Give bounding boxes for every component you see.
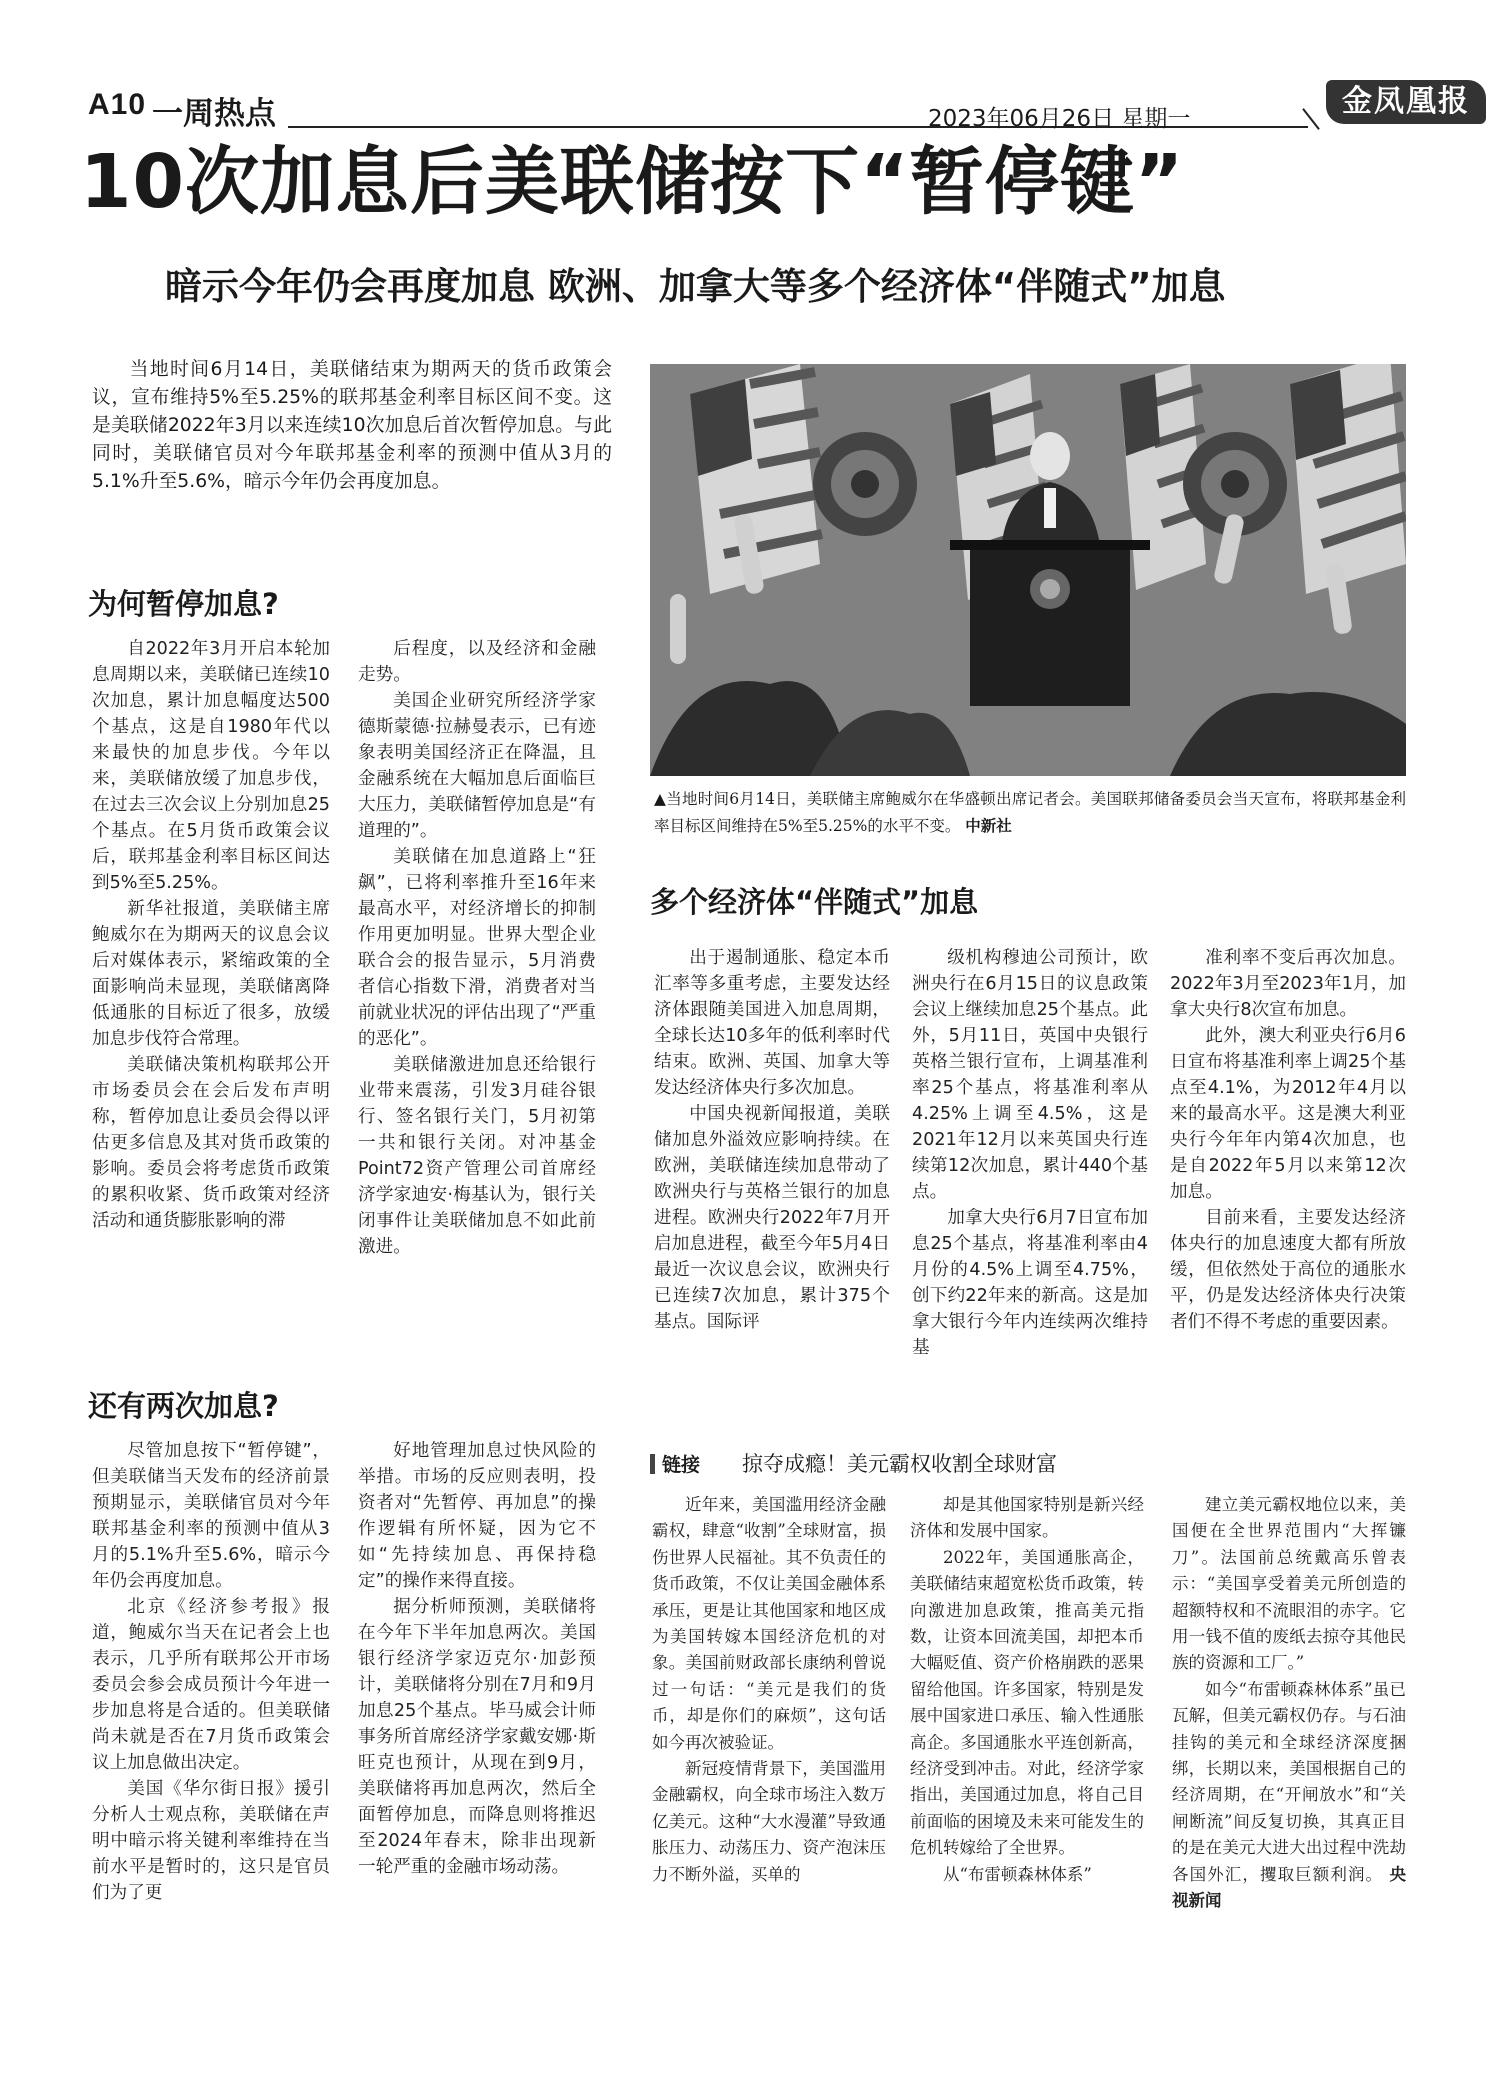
link-column-3: 建立美元霸权地位以来，美国便在全世界范围内“大挥镰刀”。法国前总统戴高乐曾表示：“美国享受着美元所创造的超额特权和不流眼泪的赤字。它用一钱不值的废纸去掠夺其他民族的资源和工厂。” 如今“布雷顿森林体系”虽已瓦解，但美元霸权仍存。与石油挂钩的美元和全球经济深度捆绑，长期以来，美国根据自己的经济周期，在“开闸放水”和“关闸断流”间反复切换，其真正目的是在美元大进大出过程中洗劫各国外汇，攫取巨额利润。 央视新闻 — [1172, 1495, 1406, 1911]
headline: 10次加息后美联储按下“暂停键” — [80, 139, 1185, 225]
newspaper-logo: 金凤凰报 — [1326, 80, 1486, 124]
caption-text: ▲当地时间6月14日，美联储主席鲍威尔在华盛顿出席记者会。美国联邦储备委员会当天宣布，将联邦基金利率目标区间维持在5%至5.25%的水平不变。 — [654, 790, 1406, 835]
photo-caption — [654, 786, 1406, 840]
section-heading-follow: 多个经济体“伴随式”加息 — [650, 885, 979, 919]
link-marker-icon — [650, 1454, 655, 1474]
section-heading-two-hikes: 还有两次加息? — [88, 1389, 279, 1423]
section1-column-2: 后程度，以及经济和金融走势。 美国企业研究所经济学家德斯蒙德·拉赫曼表示，已有迹象表明美国经济正在降温，且金融系统在大幅加息后面临巨大压力，美联储暂停加息是“有道理的”。 美联储在加息道路上“狂飙”，已将利率推升至16年来最高水平，对经济增长的抑制作用更加明显。世界大型企业联合会的报告显示，5月消费者信心指数下滑，消费者对当前就业状况的评估出现了“严重的恶化”。 美联储激进加息还给银行业带来震荡，引发3月硅谷银行、签名银行关门，5月初第一共和银行关闭。对冲基金Point72资产管理公司首席经济学家迪安·梅基认为，银行关闭事件让美联储加息不如此前激进。 — [358, 639, 596, 1257]
section1-column-1: 自2022年3月开启本轮加息周期以来，美联储已连续10次加息，累计加息幅度达500个基点，这是自1980年代以来最快的加息步伐。今年以来，美联储放缓了加息步伐，在过去三次会议上分别加息25个基点。在5月货币政策会议后，联邦基金利率目标区间达到5%至5.25%。 新华社报道，美联储主席鲍威尔在为期两天的议息会议后对媒体表示，紧缩政策的全面影响尚未显现，美联储离降低通胀的目标近了很多，放缓加息步伐符合常理。 美联储决策机构联邦公开市场委员会在会后发布声明称，暂停加息让委员会得以评估更多信息及其对货币政策的影响。委员会将考虑货币政策的累积收紧、货币政策对经济活动和通货膨胀影响的滞 — [92, 639, 330, 1231]
section-tag: 一周热点 — [152, 96, 276, 132]
link-box-header — [650, 1448, 1410, 1480]
photo-illustration — [650, 364, 1406, 776]
lead-paragraph: 当地时间6月14日，美联储结束为期两天的货币政策会议，宣布维持5%至5.25%的联邦基金利率目标区间不变。这是美联储2022年3月以来连续10次加息后首次暂停加息。与此同时，美联储官员对今年联邦基金利率的预测中值从3月的5.1%升至5.6%，暗示今年仍会再度加息。 — [92, 359, 612, 492]
link-column-1: 近年来，美国滥用经济金融霸权，肆意“收割”全球财富，损伤世界人民福祉。其不负责任的货币政策，不仅让美国金融体系承压，更是让其他国家和地区成为美国转嫁本国经济危机的对象。美国前财政部长康纳利曾说过一句话：“美元是我们的货币，却是你们的麻烦”，这句话如今再次被验证。 新冠疫情背景下，美国滥用金融霸权，向全球市场注入数万亿美元。这种“大水漫灌”导致通胀压力、动荡压力、资产泡沫压力不断外溢，买单的 — [652, 1495, 886, 1884]
link-credit: 央视新闻 — [1172, 1864, 1406, 1911]
page-number: A10 — [88, 88, 147, 121]
link-column-2: 却是其他国家特别是新兴经济体和发展中国家。 2022年，美国通胀高企，美联储结束超宽松货币政策，转向激进加息政策，推高美元指数，让资本回流美国，却把本币大幅贬值、资产价格崩跌的恶果留给他国。许多国家，特别是发展中国家进口承压、输入性通胀高企。多国通胀水平连创新高，经济受到冲击。对此，经济学家指出，美国通过加息，将自己目前面临的困境及未来可能发生的危机转嫁给了全世界。 从“布雷顿森林体系” — [910, 1495, 1144, 1884]
subheadline: 暗示今年仍会再度加息 欧洲、加拿大等多个经济体“伴随式”加息 — [165, 265, 1226, 308]
link-title: 掠夺成瘾！美元霸权收割全球财富 — [742, 1452, 1057, 1476]
page-header — [88, 84, 1470, 132]
issue-date: 2023年06月26日 星期一 — [928, 106, 1191, 132]
section2-column-3: 准利率不变后再次加息。2022年3月至2023年1月，加拿大央行8次宣布加息。 此外，澳大利亚央行6月6日宣布将基准利率上调25个基点至4.1%，为2012年4月以来的最高水平。这是澳大利亚央行今年年内第4次加息，也是自2022年5月以来第12次加息。 目前来看，主要发达经济体央行的加息速度大都有所放缓，但依然处于高位的通胀水平，仍是发达经济体央行决策者们不得不考虑的重要因素。 — [1170, 948, 1406, 1332]
section2-column-2: 级机构穆迪公司预计，欧洲央行在6月15日的议息政策会议上继续加息25个基点。此外，5月11日，英国中央银行英格兰银行宣布，上调基准利率25个基点，将基准利率从4.25%上调至4.5%，这是2021年12月以来英国央行连续第12次加息，累计440个基点。 加拿大央行6月7日宣布加息25个基点，将基准利率由4月份的4.5%上调至4.75%，创下约22年来的新高。这是加拿大银行今年内连续两次维持基 — [912, 948, 1148, 1358]
section3-column-1: 尽管加息按下“暂停键”，但美联储当天发布的经济前景预期显示，美联储官员对今年联邦基金利率的预测中值从3月的5.1%升至5.6%，暗示今年仍会再度加息。 北京《经济参考报》报道，鲍威尔当天在记者会上也表示，几乎所有联邦公开市场委员会参会成员预计今年进一步加息将是合适的。但美联储尚未就是否在7月货币政策会议上加息做出决定。 美国《华尔街日报》援引分析人士观点称，美联储在声明中暗示将关键利率维持在当前水平是暂时的，这只是官员们为了更 — [92, 1441, 330, 1903]
section2-column-1: 出于遏制通胀、稳定本币汇率等多重考虑，主要发达经济体跟随美国进入加息周期，全球长达10多年的低利率时代结束。欧洲、英国、加拿大等发达经济体央行多次加息。 中国央视新闻报道，美联储加息外溢效应影响持续。在欧洲，美联储连续加息带动了欧洲央行与英格兰银行的加息进程。欧洲央行2022年7月开启加息进程，截至今年5月4日最近一次议息会议，欧洲央行已连续7次加息，累计375个基点。国际评 — [654, 948, 890, 1332]
podium-icon — [950, 540, 1150, 706]
section-heading-pause: 为何暂停加息? — [88, 587, 279, 621]
link-tag: 链接 — [662, 1454, 701, 1476]
photo-credit: 中新社 — [965, 817, 1012, 835]
section3-column-2: 好地管理加息过快风险的举措。市场的反应则表明，投资者对“先暂停、再加息”的操作逻辑有所怀疑，因为它不如“先持续加息、再保持稳定”的操作来得直接。 据分析师预测，美联储将在今年下半年加息两次。美国银行经济学家迈克尔·加彭预计，美联储将分别在7月和9月加息25个基点。毕马威会计师事务所首席经济学家戴安娜·斯旺克也预计，从现在到9月，美联储将再加息两次，然后全面暂停加息，而降息则将推迟至2024年春末，除非出现新一轮严重的金融市场动荡。 — [358, 1441, 596, 1877]
press-conference-photo — [650, 364, 1406, 776]
